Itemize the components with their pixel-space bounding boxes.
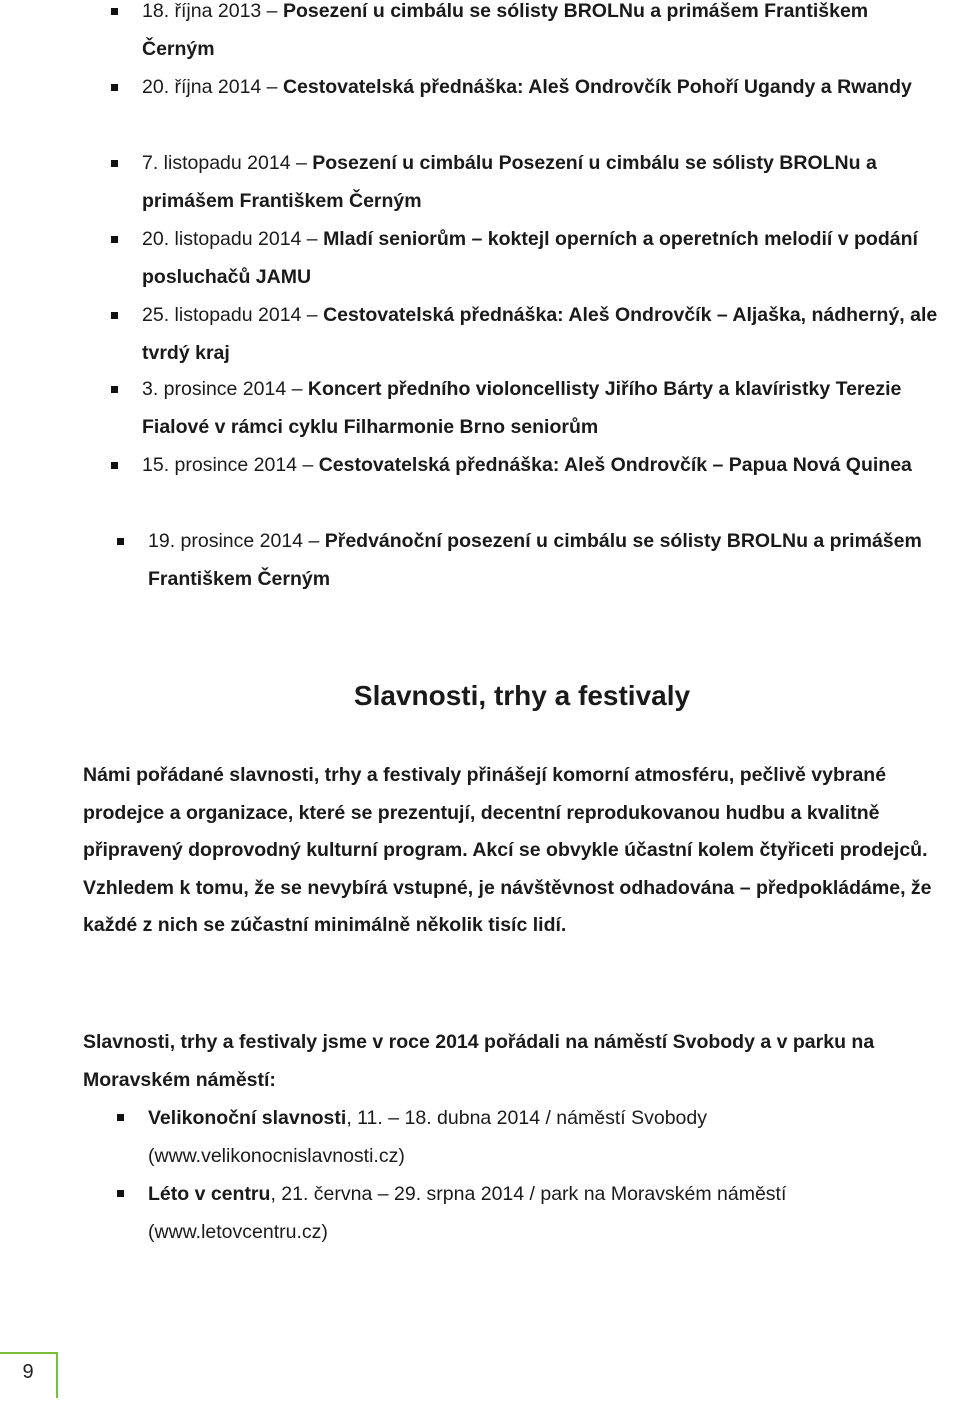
list-item: [142, 446, 942, 484]
event-title: Cestovatelská přednáška: Aleš Ondrovčík Pohoří Ugandy a Rwandy: [282, 76, 912, 98]
festival-name: Léto v centru: [148, 1183, 271, 1205]
list-item: [148, 1099, 938, 1175]
event-date: 20. října 2014 –: [142, 76, 283, 98]
event-date: 25. listopadu 2014 –: [142, 304, 324, 326]
festivals-intro: Slavnosti, trhy a festivaly jsme v roce 2014 pořádali na náměstí Svobody a v parku na Moravském náměstí:: [83, 1031, 875, 1091]
bullet-icon: [111, 312, 118, 319]
event-title: Cestovatelská přednáška: Aleš Ondrovčík – Papua Nová Quinea: [318, 454, 912, 476]
event-date: 19. prosince 2014 –: [148, 530, 325, 552]
bullet-icon: [117, 538, 124, 545]
event-date: 3. prosince 2014 –: [142, 378, 308, 400]
event-date: 7. listopadu 2014 –: [142, 152, 313, 174]
bullet-icon: [111, 8, 118, 15]
bullet-icon: [117, 1190, 124, 1197]
list-item: [148, 1175, 938, 1251]
bullet-icon: [111, 84, 118, 91]
bullet-icon: [111, 386, 118, 393]
event-title: Koncert předního violoncellisty Jiřího Bárty a klavíristky Terezie Fialové v rámci cyklu Filharmonie Brno seniorům: [142, 378, 902, 438]
section-paragraph: Námi pořádané slavnosti, trhy a festivaly přinášejí komorní atmosféru, pečlivě vybrané prodejce a organizace, které se prezentují, decentní reprodukovanou hudbu a kvalitně připravený doprovodný kulturní program. Akcí se obvykle účastní kolem čtyřiceti prodejců. Vzhledem k tomu, že se nevybírá vstupné, je návštěvnost odhadována – předpokládáme, že každé z nich se zúčastní minimálně několik tisíc lidí.: [83, 764, 932, 936]
list-item: [142, 370, 942, 446]
bullet-icon: [117, 1114, 124, 1121]
event-title: Mladí seniorům – koktejl operních a operetních melodií v podání posluchačů JAMU: [142, 228, 918, 288]
list-item: [142, 220, 942, 296]
list-item: [142, 144, 942, 220]
event-title: Cestovatelská přednáška: Aleš Ondrovčík – Aljaška, nádherný, ale tvrdý kraj: [142, 304, 938, 364]
festival-name: Velikonoční slavnosti: [148, 1107, 347, 1129]
event-date: 20. listopadu 2014 –: [142, 228, 324, 250]
festival-detail: , 21. června – 29. srpna 2014 / park na Moravském náměstí (www.letovcentru.cz): [148, 1183, 787, 1243]
list-item: [142, 296, 942, 372]
bullet-icon: [111, 236, 118, 243]
list-item: [142, 68, 942, 106]
festival-detail: , 11. – 18. dubna 2014 / náměstí Svobody (www.velikonocnislavnosti.cz): [148, 1107, 707, 1167]
bullet-icon: [111, 160, 118, 167]
event-title: Posezení u cimbálu se sólisty BROLNu a primášem Františkem Černým: [142, 0, 869, 60]
section-heading: Slavnosti, trhy a festivaly: [353, 680, 691, 711]
event-date: 18. října 2013 –: [142, 0, 283, 22]
event-title: Posezení u cimbálu Posezení u cimbálu se sólisty BROLNu a primášem Františkem Černým: [142, 152, 877, 212]
bullet-icon: [111, 462, 118, 469]
event-title: Předvánoční posezení u cimbálu se sólisty BROLNu a primášem Františkem Černým: [148, 530, 922, 590]
page-number: 9: [22, 1361, 34, 1383]
list-item: [142, 0, 942, 68]
list-item: [148, 522, 938, 598]
event-date: 15. prosince 2014 –: [142, 454, 319, 476]
